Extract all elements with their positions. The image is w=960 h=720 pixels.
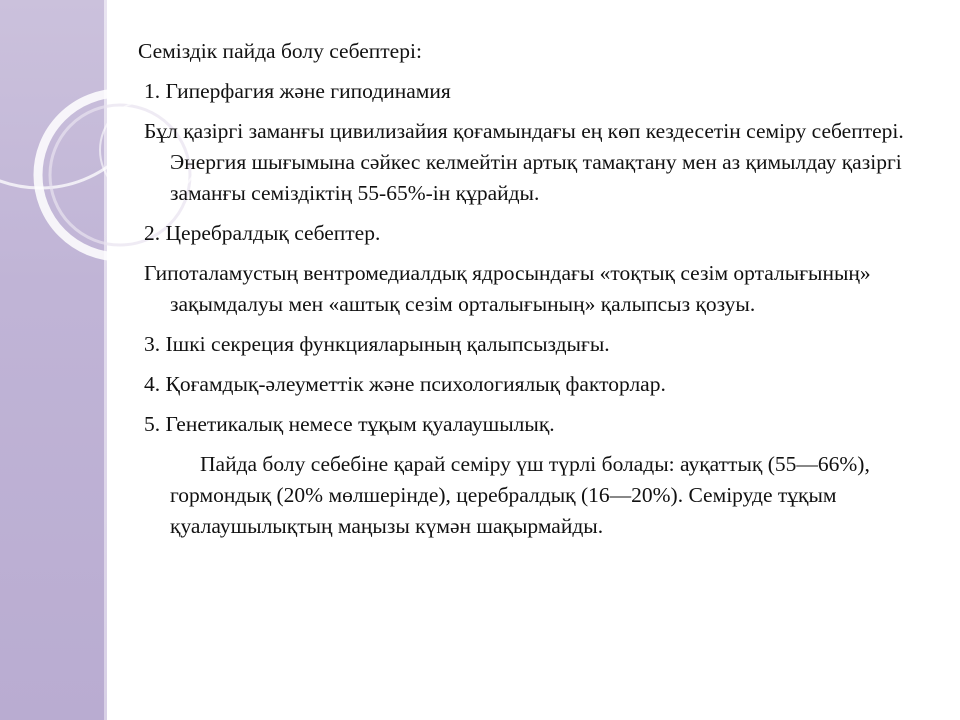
paragraph-final: Пайда болу себебіне қарай семіру үш түрлі болады: ауқаттық (55—66%), гормондық (20% мөлшерінде), церебралдық (16—20%). Семіруде тұқым қуалаушылықтың маңызы күмән шақырмайды. [170,452,870,538]
list-item-1: 1. Гиперфагия және гиподинамия [144,79,451,103]
paragraph-1: Бұл қазіргі заманғы цивилизайия қоғамындағы ең көп кездесетін семіру себептері. Энергия шығымына сәйкес келмейтін артық тамақтану мен аз қимылдау қазіргі заманғы семіздіктің 55-65%-ін құрайды. [144,119,904,205]
list-item-3: 3. Ішкі секреция функцияларының қалыпсыздығы. [144,332,610,356]
list-item-5: 5. Генетикалық немесе тұқым қуалаушылық. [144,412,555,436]
list-item-4: 4. Қоғамдық-әлеуметтік және психологиялық факторлар. [144,372,666,396]
slide-title: Семіздік пайда болу себептері: [138,39,422,63]
list-item-2: 2. Церебралдық себептер. [144,221,381,245]
slide-content [138,36,908,542]
paragraph-2: Гипоталамустың вентромедиалдық ядросындағы «тоқтық сезім орталығының» зақымдалуы мен «аштық сезім орталығының» қалыпсыз қозуы. [144,261,871,316]
